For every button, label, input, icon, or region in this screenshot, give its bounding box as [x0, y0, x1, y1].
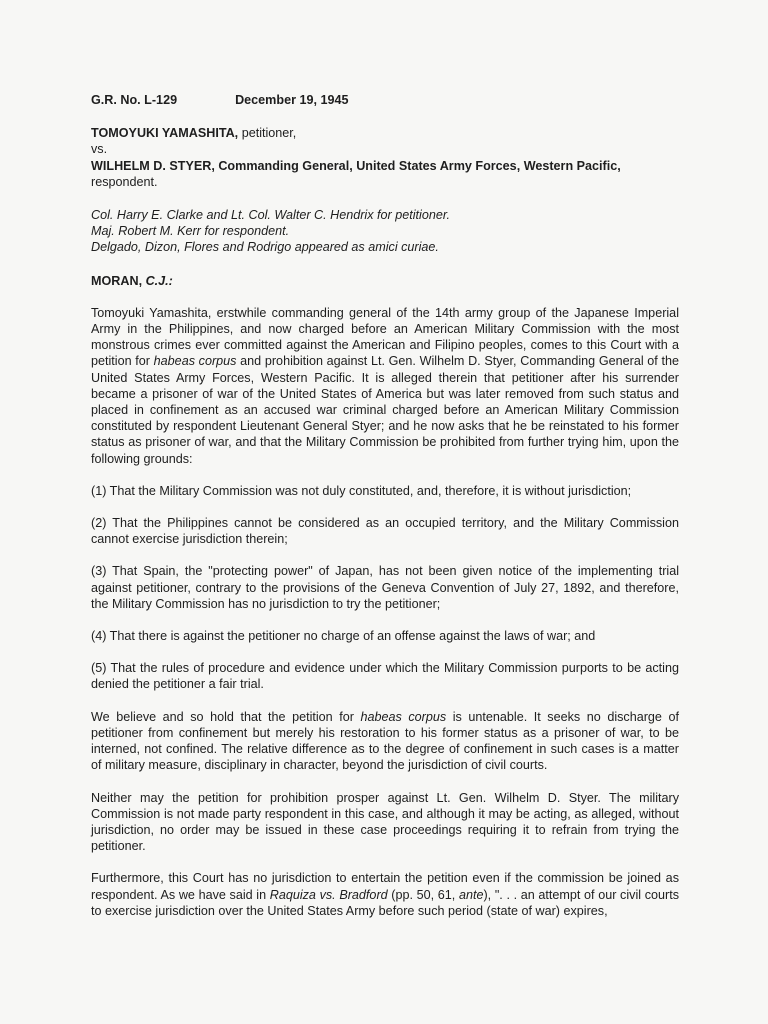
paragraph-1 — [91, 305, 679, 467]
counsel-block — [91, 207, 679, 256]
respondent-role: respondent. — [91, 174, 158, 189]
ground-2: (2) That the Philippines cannot be considered as an occupied territory, and the Military Commission cannot exercise jurisdiction therein; — [91, 516, 679, 547]
text-run: We believe and so hold that the petition for — [91, 709, 361, 724]
versus: vs. — [91, 142, 108, 157]
counsel-line: Col. Harry E. Clarke and Lt. Col. Walter C. Hendrix for petitioner. — [91, 208, 451, 223]
text-run: (pp. 50, 61, — [387, 887, 459, 902]
paragraph-4 — [91, 870, 679, 919]
ground-3: (3) That Spain, the "protecting power" of Japan, has not been given notice of the implementing trial against petitioner, contrary to the provisions of the Geneva Convention of July 27, 1892, and therefore, the Military Commission has no jurisdiction to try the petitioner; — [91, 564, 679, 611]
counsel-line: Delgado, Dizon, Flores and Rodrigo appeared as amici curiae. — [91, 240, 439, 255]
petitioner-name: TOMOYUKI YAMASHITA, — [91, 126, 239, 141]
text-run: and prohibition against Lt. Gen. Wilhelm D. Styer, Commanding General of the United States Army Forces, Western Pacific. It is alleged therein that petitioner after his surrender became a prisoner of war of the United States of America but was later removed from such status and placed in confinement as an accused war criminal charged before an American Military Commission constituted by respondent Lieutenant General Styer; and he now asks that he be reinstated to his former status as prisoner of war, and that the Military Commission be prohibited from further trying him, upon the following grounds: — [91, 354, 679, 466]
document-content — [91, 92, 679, 919]
paragraph-2 — [91, 709, 679, 774]
petitioner-line — [91, 125, 679, 141]
italic-run: habeas corpus — [360, 709, 447, 724]
text-run: ), ". . . an attempt of our civil courts to exercise jurisdiction over the United States Army before such period (state of war) expires, — [91, 887, 679, 918]
ground-5: (5) That the rules of procedure and evidence under which the Military Commission purports to be acting denied the petitioner a fair trial. — [91, 661, 679, 692]
case-heading — [91, 92, 679, 108]
italic-run: habeas corpus — [153, 354, 237, 369]
ground-4: (4) That there is against the petitioner no charge of an offense against the laws of war; and — [91, 629, 596, 644]
petitioner-role: petitioner, — [241, 126, 297, 141]
gr-number: G.R. No. L-129 — [91, 93, 178, 107]
paragraph-3: Neither may the petition for prohibition prosper against Lt. Gen. Wilhelm D. Styer. The military Commission is not made party respondent in this case, and although it may be acting, as alleged, without jurisdiction, no order may be issued in these case proceedings requiring it to refrain from trying the petitioner. — [91, 790, 679, 854]
ground-1: (1) That the Military Commission was not duly constituted, and, therefore, it is without jurisdiction; — [91, 483, 632, 498]
text-run: Tomoyuki Yamashita, erstwhile commanding general of the 14th army group of the Japanese Imperial Army in the Philippines, and now charged before an American Military Commission with the most monstrous crimes ever committed against the American and Filipino peoples, comes to this Court with a petition for — [91, 305, 679, 369]
italic-run: Raquiza vs. Bradford — [269, 887, 388, 902]
respondent-name: WILHELM D. STYER, Commanding General, United States Army Forces, Western Pacific, — [91, 158, 621, 173]
text-run: is untenable. It seeks no discharge of petitioner from confinement but merely his restoration to his former status as a prisoner of war, to be interned, not confined. The relative difference as to the degree of confinement in such cases is a matter of military measure, disciplinary in character, beyond the jurisdiction of civil courts. — [91, 709, 679, 773]
text-run: Furthermore, this Court has no jurisdiction to entertain the petition even if the commission be joined as respondent. As we have said in — [91, 871, 679, 902]
respondent-line — [91, 158, 679, 190]
ponente-title: C.J.: — [145, 273, 173, 288]
decision-date: December 19, 1945 — [235, 93, 349, 107]
counsel-line: Maj. Robert M. Kerr for respondent. — [91, 224, 290, 239]
italic-run: ante — [458, 887, 484, 902]
ponente-name: MORAN, — [91, 273, 143, 288]
ponente — [91, 273, 679, 289]
